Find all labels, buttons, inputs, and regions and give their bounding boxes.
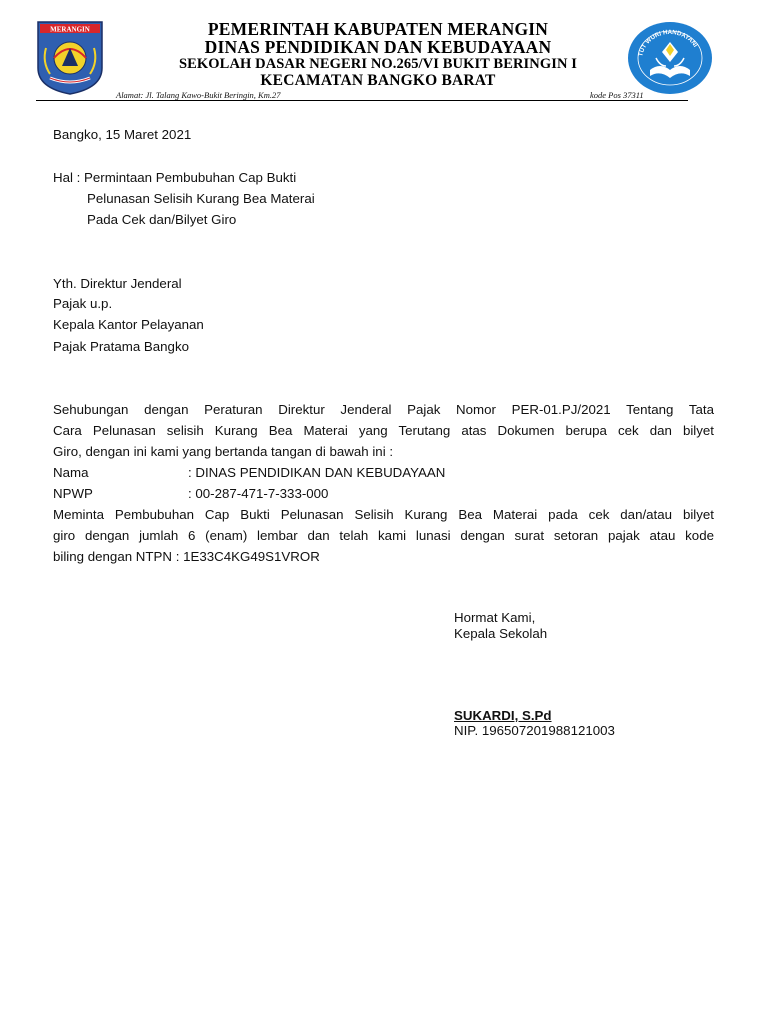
subject-line-3: Pada Cek dan/Bilyet Giro [87,212,237,227]
signatory-title: Kepala Sekolah [454,626,548,641]
school-address: Alamat: Jl. Talang Kawo-Bukit Beringin, Km.27 [116,90,281,100]
recipient-line-4: Pajak Pratama Bangko [53,339,190,354]
request-paragraph-line-2: giro dengan jumlah 6 (enam) lembar dan telah kami lunasi dengan surat setoran pajak atau kode [53,528,714,543]
intro-paragraph-line-3: Giro, dengan ini kami yang bertanda tangan di bawah ini : [53,444,394,459]
field-label: NPWP [53,486,93,501]
postal-code: kode Pos 37311 [590,90,644,100]
signatory-nip: NIP. 196507201988121003 [454,723,615,738]
field-value: : DINAS PENDIDIKAN DAN KEBUDAYAAN [188,465,446,480]
request-paragraph-line-3: biling dengan NTPN : 1E33C4KG49S1VROR [53,549,320,564]
place-date: Bangko, 15 Maret 2021 [53,127,192,142]
school-name: SEKOLAH DASAR NEGERI NO.265/VI BUKIT BERINGIN I [178,56,578,72]
intro-paragraph-line-1: Sehubungan dengan Peraturan Direktur Jenderal Pajak Nomor PER-01.PJ/2021 Tentang Tata [53,402,714,417]
field-label: Nama [53,465,89,480]
regency-emblem-icon [32,18,108,96]
subject-line-1: Hal : Permintaan Pembubuhan Cap Bukti [53,170,297,185]
closing-greeting: Hormat Kami, [454,610,536,625]
subject-line-2: Pelunasan Selisih Kurang Bea Materai [87,191,315,206]
government-name: PEMERINTAH KABUPATEN MERANGIN [207,19,549,39]
request-paragraph-line-1: Meminta Pembubuhan Cap Bukti Pelunasan Selisih Kurang Bea Materai pada cek dan/atau bilyet [53,507,714,522]
field-row-npwp [53,483,328,504]
letterhead [28,14,744,106]
letterhead-divider [36,100,688,101]
intro-paragraph-line-2: Cara Pelunasan selisih Kurang Bea Materai yang Terutang atas Dokumen berupa cek dan bilyet [53,423,714,438]
tut-wuri-handayani-icon [626,20,714,96]
emblem-caption: MERANGIN [50,25,90,34]
recipient-line-3: Kepala Kantor Pelayanan [53,317,204,332]
signatory-name: SUKARDI, S.Pd [454,708,552,723]
letterhead-title-block [118,20,638,89]
field-value: : 00-287-471-7-333-000 [188,486,329,501]
agency-name: DINAS PENDIDIKAN DAN KEBUDAYAAN [204,37,552,57]
recipient-line-1: Yth. Direktur Jenderal [53,276,182,291]
field-row-name [53,462,445,483]
emblem-motto: TUT WURI HANDAYANI [637,28,699,58]
recipient-line-2: Pajak u.p. [53,296,113,311]
district-name: KECAMATAN BANGKO BARAT [260,72,496,89]
